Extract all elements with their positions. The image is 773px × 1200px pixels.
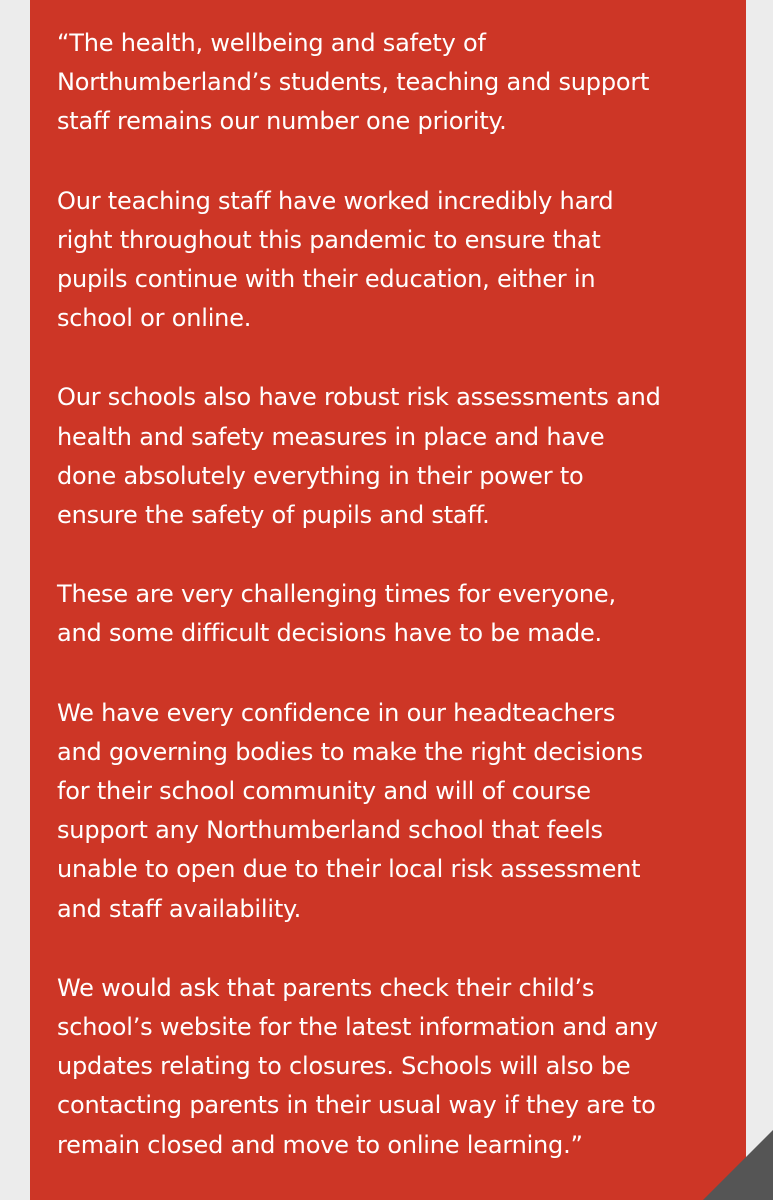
quote-paragraph-4: These are very challenging times for everyone, and some difficult decisions have to be made. [57,580,616,648]
quote-block [30,0,746,1200]
quote-paragraph-1: “The health, wellbeing and safety of Northumberland’s students, teaching and support staff remains our number one priority. [57,29,650,136]
quote-paragraph-5: We have every confidence in our headteachers and governing bodies to make the right decisions for their school community and will of course support any Northumberland school that feels unable to open due to their local risk assessment and staff availability. [57,698,643,923]
quote-paragraph-3: Our schools also have robust risk assessments and health and safety measures in place and have done absolutely everything in their power to ensure the safety of pupils and staff. [57,383,661,530]
quote-paragraph-2: Our teaching staff have worked incredibly hard right throughout this pandemic to ensure that pupils continue with their education, either in school or online. [57,186,614,333]
scroll-to-top-icon[interactable] [703,1130,773,1200]
quote-paragraph-6: We would ask that parents check their child’s school’s website for the latest information and any updates relating to closures. Schools will also be contacting parents in their usual way if they are to remain closed and move to online learning.” [57,973,658,1159]
